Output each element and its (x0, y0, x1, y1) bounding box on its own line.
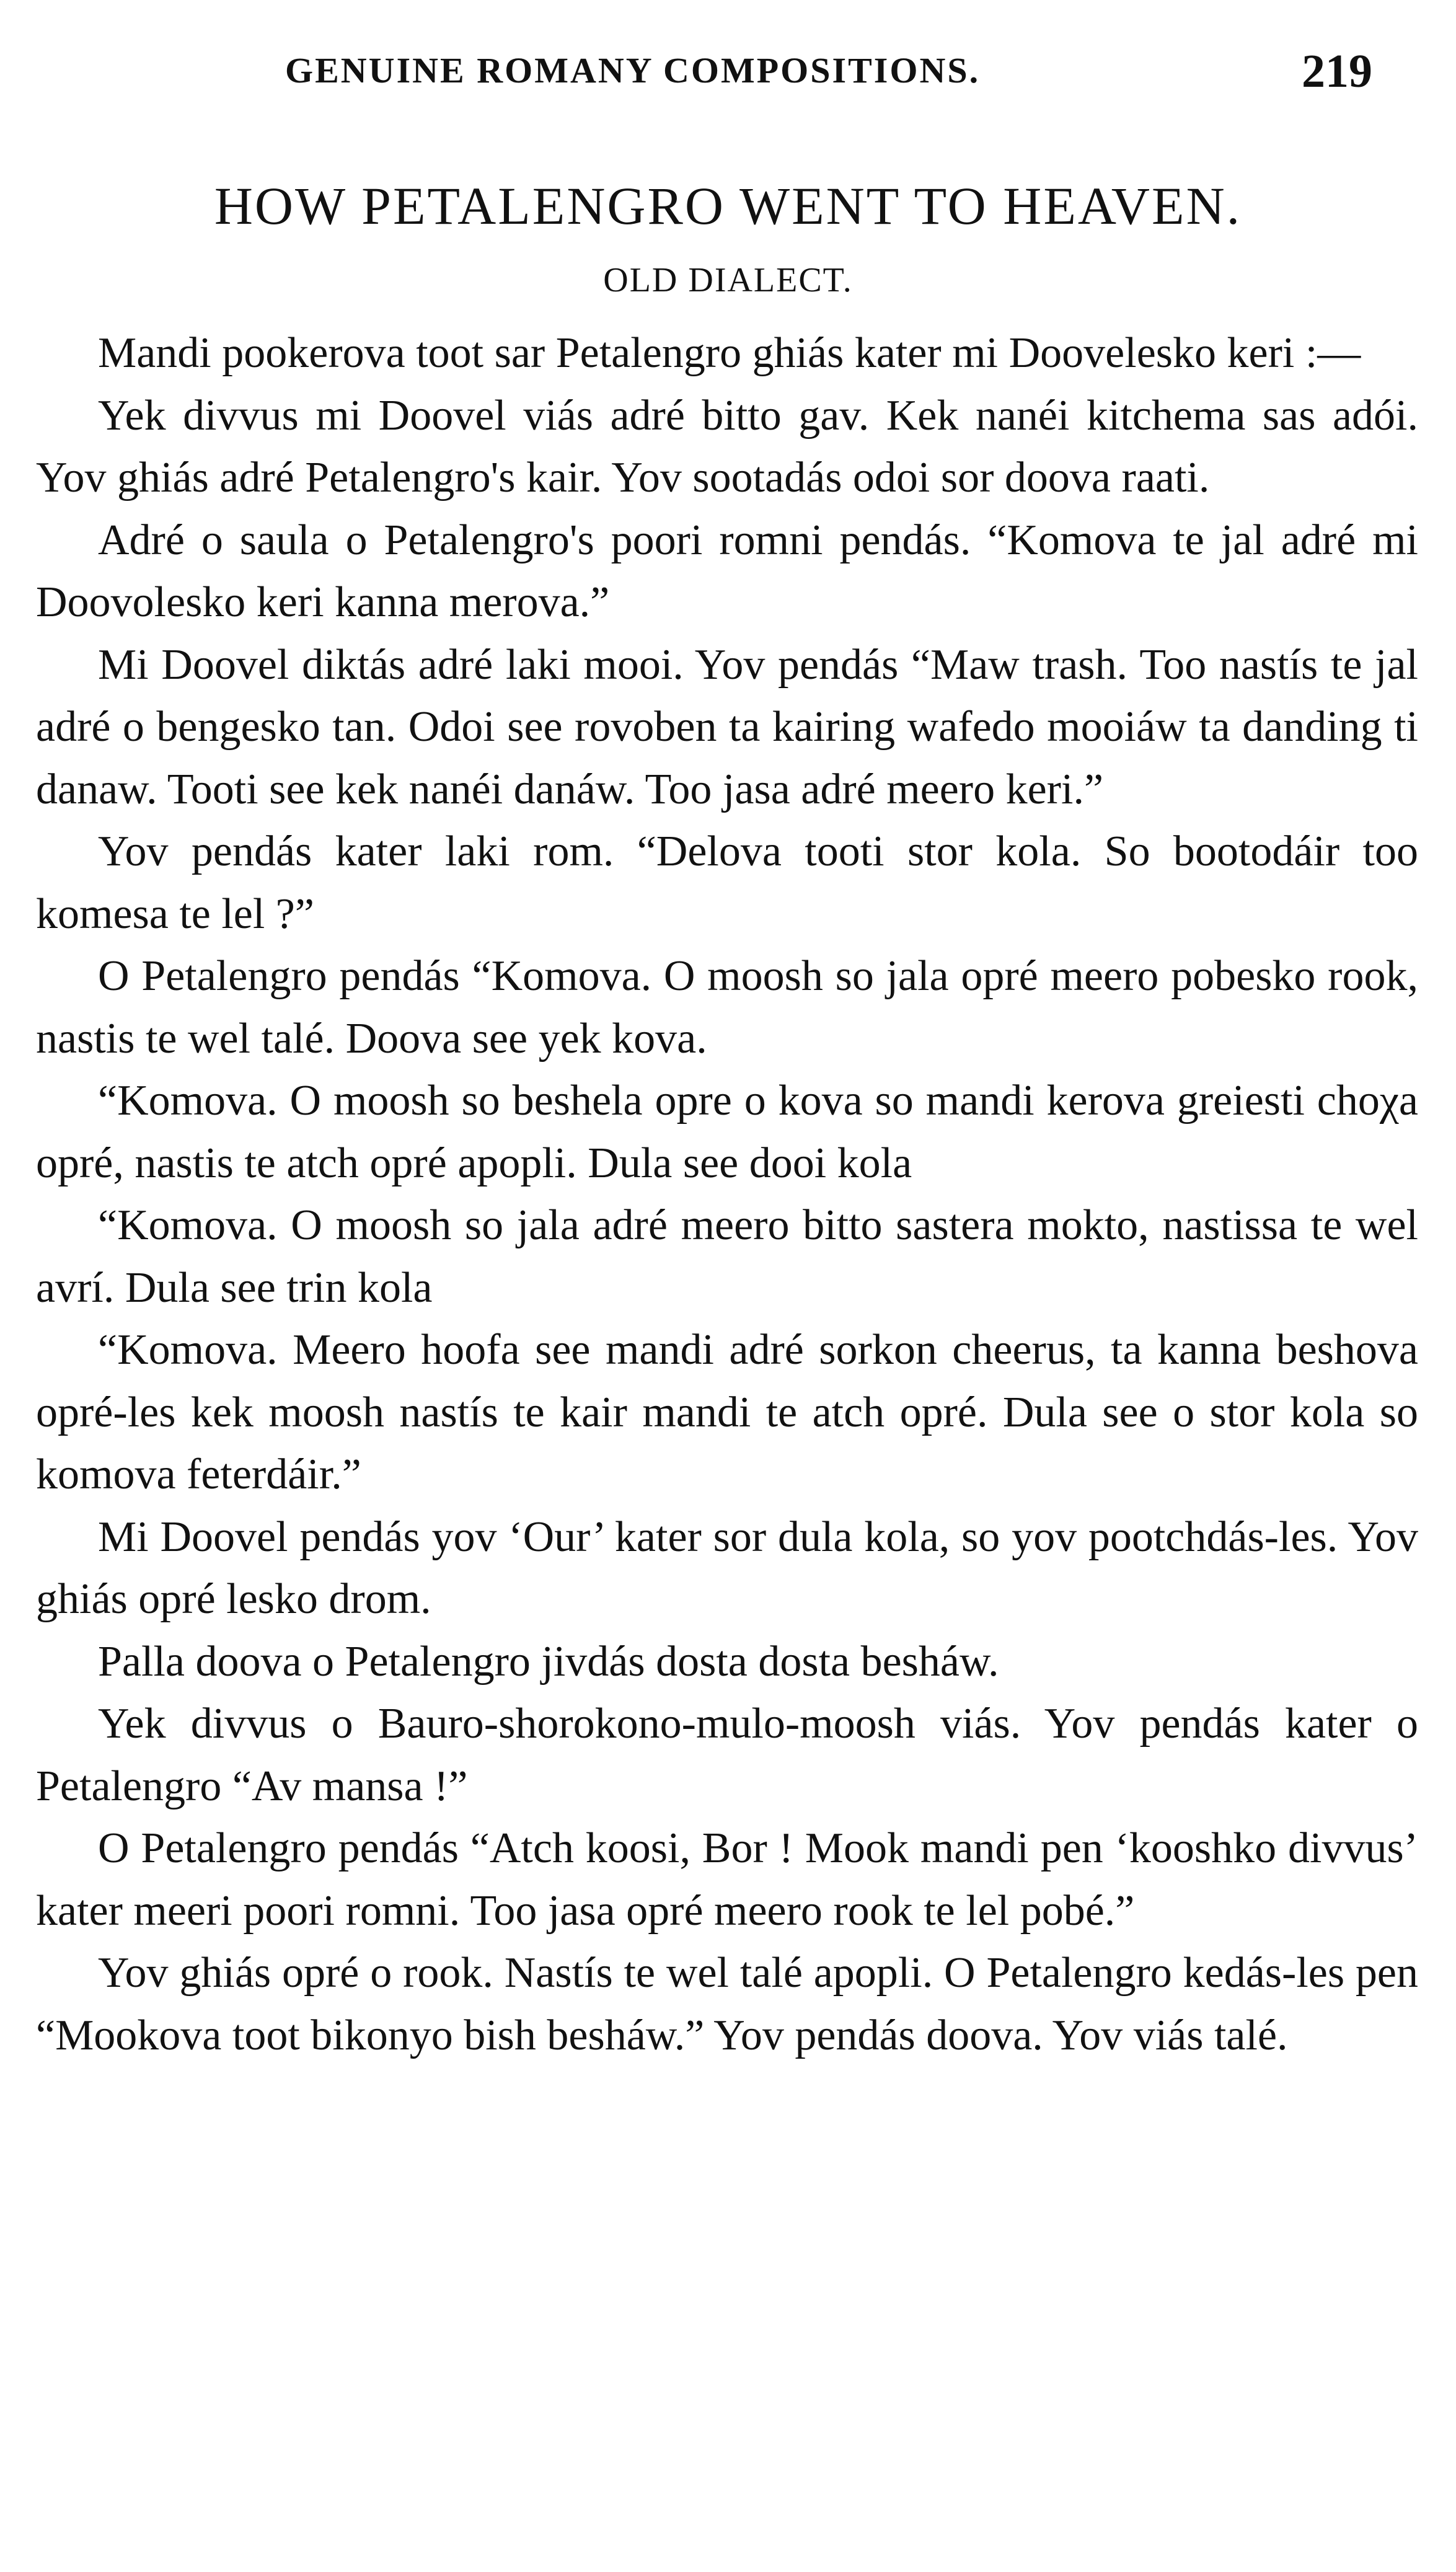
chapter-title: HOW PETALENGRO WENT TO HEAVEN. (214, 176, 1242, 236)
paragraph: Mandi pookerova toot sar Petalengro ghiás kater mi Doovelesko keri :— (98, 329, 1361, 377)
paragraph: Yov ghiás opré o rook. Nastís te wel talé apopli. O Petalengro kedás-les pen “Mookova toot bikonyo bish besháw.” Yov pendás doova. Yov viás talé. (36, 1949, 1418, 2059)
paragraph: Mi Doovel pendás yov ‘Our’ kater sor dula kola, so yov pootchdás-les. Yov ghiás opré lesko drom. (36, 1513, 1418, 1623)
paragraph: Yov pendás kater laki rom. “Delova tooti stor kola. So bootodáir too komesa te lel ?” (36, 828, 1418, 938)
body-text (36, 322, 1418, 2067)
page-number: 219 (1302, 45, 1372, 97)
chapter-subtitle: OLD DIALECT. (603, 261, 853, 299)
paragraph: Adré o saula o Petalengro's poori romni pendás. “Komova te jal adré mi Doovolesko keri kanna merova.” (36, 516, 1418, 626)
paragraph: “Komova. O moosh so jala adré meero bitto sastera mokto, nastissa te wel avrí. Dula see trin kola (36, 1201, 1418, 1312)
paragraph: Yek divvus o Bauro-shorokono-mulo-moosh viás. Yov pendás kater o Petalengro “Av mansa !” (36, 1700, 1418, 1810)
paragraph: Mi Doovel diktás adré laki mooi. Yov pendás “Maw trash. Too nastís te jal adré o bengesko tan. Odoi see rovoben ta kairing wafedo mooiáw ta danding ti danaw. Tooti see kek nanéi danáw. Too jasa adré meero keri.” (36, 640, 1418, 813)
paragraph: O Petalengro pendás “Atch koosi, Bor ! Mook mandi pen ‘kooshko divvus’ kater meeri poori romni. Too jasa opré meero rook te lel pobé.” (36, 1824, 1418, 1935)
paragraph: “Komova. Meero hoofa see mandi adré sorkon cheerus, ta kanna beshova opré-les kek moosh nastís te kair mandi te atch opré. Dula see o stor kola so komova feterdáir.” (36, 1326, 1418, 1498)
paragraph: Palla doova o Petalengro jivdás dosta dosta besháw. (98, 1637, 999, 1686)
running-head: GENUINE ROMANY COMPOSITIONS. (285, 50, 981, 91)
paragraph: “Komova. O moosh so beshela opre o kova so mandi kerova greiesti choχa opré, nastis te atch opré apopli. Dula see dooi kola (36, 1077, 1418, 1187)
paragraph: Yek divvus mi Doovel viás adré bitto gav. Kek nanéi kitchema sas adói. Yov ghiás adré Petalengro's kair. Yov sootadás odoi sor doova raati. (36, 391, 1418, 502)
paragraph: O Petalengro pendás “Komova. O moosh so jala opré meero pobesko rook, nastis te wel talé. Doova see yek kova. (36, 952, 1418, 1063)
